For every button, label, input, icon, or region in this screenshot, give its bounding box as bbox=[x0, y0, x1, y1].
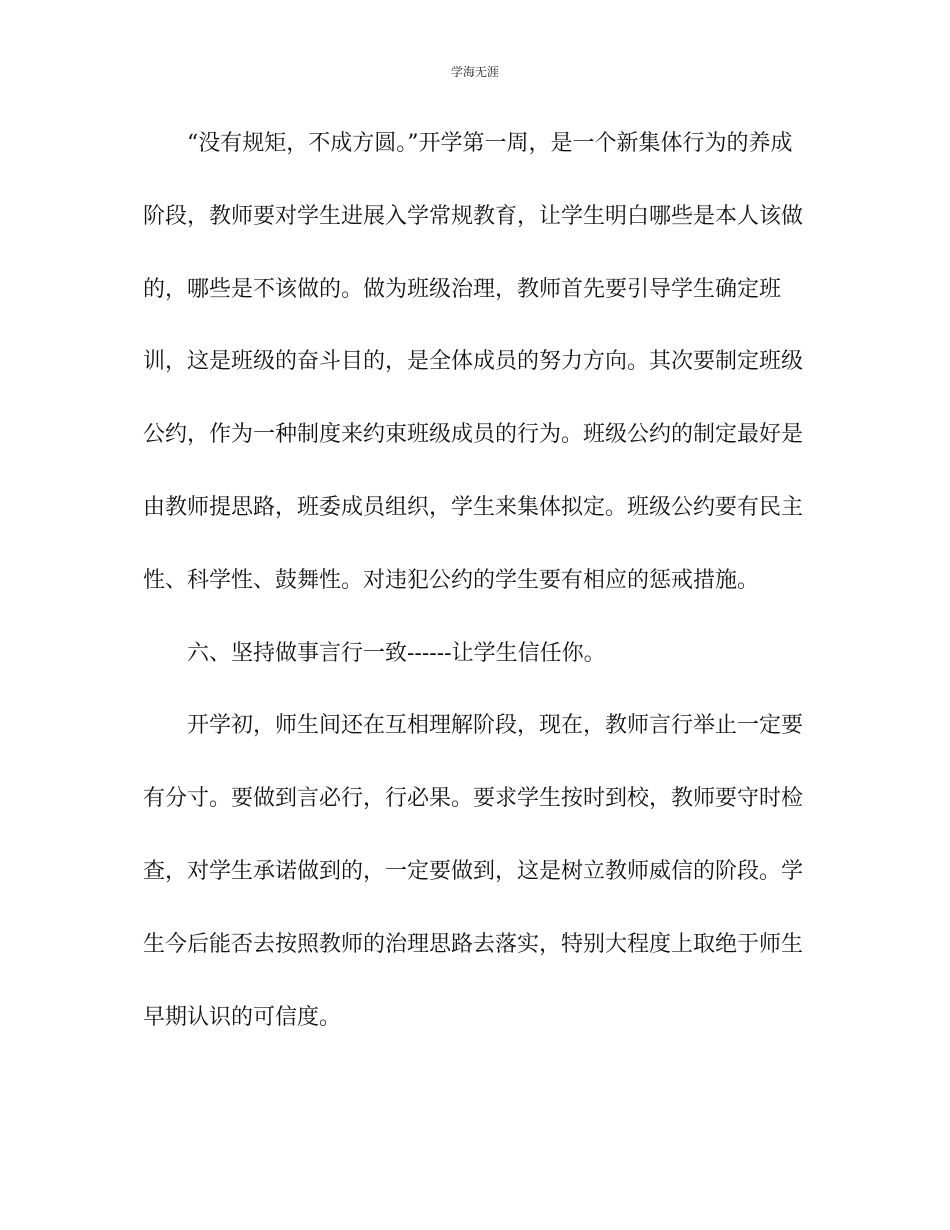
paragraph-line: “没有规矩，不成方圆。”开学第一周，是一个新集体行为的养成 bbox=[187, 131, 793, 156]
paragraph-line: 训，这是班级的奋斗目的，是全体成员的努力方向。其次要制定班级 bbox=[143, 349, 804, 374]
paragraph-line: 的，哪些是不该做的。做为班级治理，教师首先要引导学生确定班 bbox=[143, 277, 782, 302]
paragraph-line: 由教师提思路，班委成员组织，学生来集体拟定。班级公约要有民主 bbox=[143, 495, 804, 520]
paragraph-line: 性、科学性、鼓舞性。对违犯公约的学生要有相应的惩戒措施。 bbox=[143, 568, 760, 593]
paragraph-line: 有分寸。要做到言必行，行必果。要求学生按时到校，教师要守时检 bbox=[143, 786, 804, 811]
paragraph-line: 查，对学生承诺做到的，一定要做到，这是树立教师威信的阶段。学 bbox=[143, 859, 804, 884]
paragraph-line: 开学初，师生间还在互相理解阶段，现在，教师言行举止一定要 bbox=[187, 713, 804, 738]
paragraph-line: 生今后能否去按照教师的治理思路去落实，特别大程度上取绝于师生 bbox=[143, 932, 804, 957]
paragraph-line: 阶段，教师要对学生进展入学常规教育，让学生明白哪些是本人该做 bbox=[143, 204, 804, 229]
paragraph-line: 公约，作为一种制度来约束班级成员的行为。班级公约的制定最好是 bbox=[143, 422, 804, 447]
section-heading: 六、坚持做事言行一致------让学生信任你。 bbox=[187, 641, 606, 666]
paragraph-line: 早期认识的可信度。 bbox=[143, 1005, 342, 1030]
page-header: 学海无涯 bbox=[450, 65, 499, 79]
